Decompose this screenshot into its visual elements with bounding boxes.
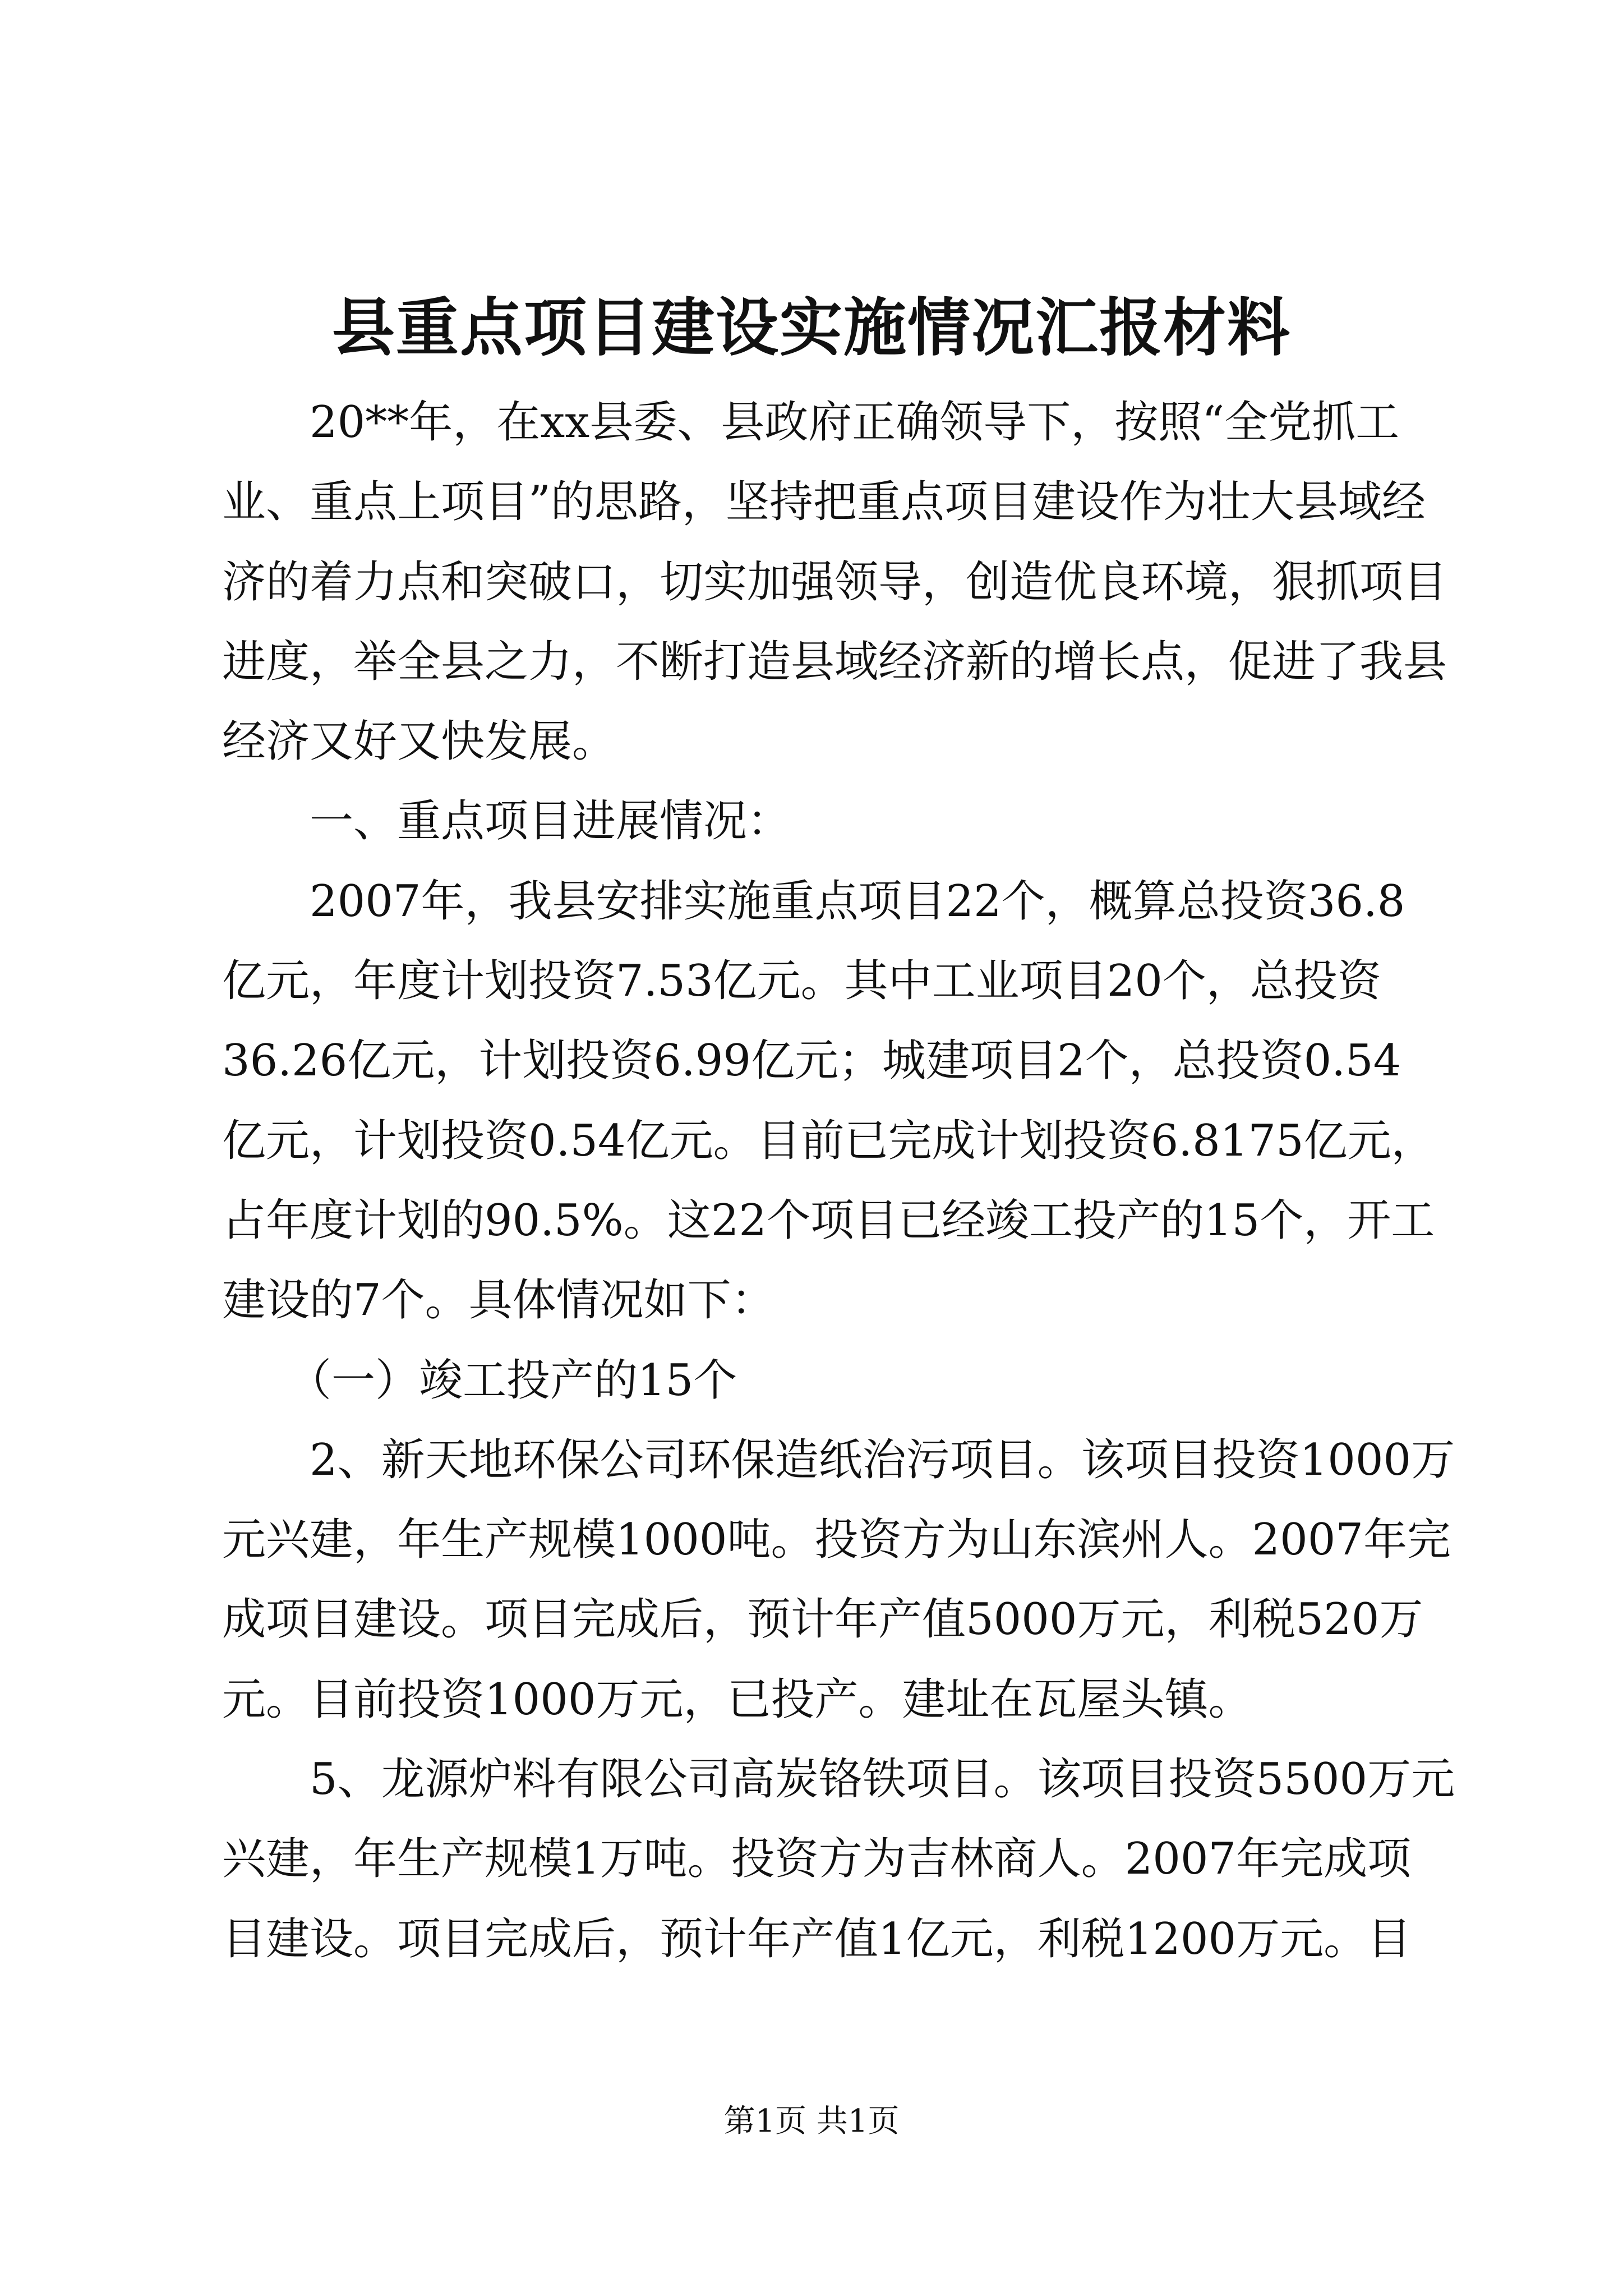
body-line: 占年度计划的90.5%。这22个项目已经竣工投产的15个，开工 <box>222 1195 1435 1246</box>
body-line: 兴建，年生产规模1万吨。投资方为吉林商人。2007年完成项 <box>222 1834 1412 1885</box>
body-line: 亿元，计划投资0.54亿元。目前已完成计划投资6.8175亿元， <box>222 1115 1435 1166</box>
section-heading: 一、重点项目进展情况： <box>222 796 791 847</box>
body-line: 经济又好又快发展。 <box>222 716 616 767</box>
document-body <box>222 383 1455 1979</box>
body-line: 目建设。项目完成后，预计年产值1亿元，利税1200万元。目 <box>222 1913 1412 1964</box>
body-line: 2007年，我县安排实施重点项目22个，概算总投资36.8 <box>222 876 1405 927</box>
body-line: 元。目前投资1000万元，已投产。建址在瓦屋头镇。 <box>222 1674 1252 1725</box>
body-line: 2、新天地环保公司环保造纸治污项目。该项目投资1000万 <box>222 1434 1455 1485</box>
body-line: 成项目建设。项目完成后，预计年产值5000万元，利税520万 <box>222 1594 1423 1645</box>
subsection-heading: （一）竣工投产的15个 <box>222 1355 737 1406</box>
body-line: 业、重点上项目”的思路，坚持把重点项目建设作为壮大县域经 <box>222 477 1426 528</box>
body-line: 进度，举全县之力，不断打造县域经济新的增长点，促进了我县 <box>222 636 1447 687</box>
body-line: 建设的7个。具体情况如下： <box>222 1275 775 1326</box>
body-line: 36.26亿元，计划投资6.99亿元；城建项目2个，总投资0.54 <box>222 1036 1401 1087</box>
body-line: 5、龙源炉料有限公司高炭铬铁项目。该项目投资5500万元 <box>222 1754 1455 1805</box>
page-footer: 第1页 共1页 <box>723 2103 900 2139</box>
document-title: 县重点项目建设实施情况汇报材料 <box>332 291 1291 365</box>
body-line: 亿元，年度计划投资7.53亿元。其中工业项目20个，总投资 <box>222 956 1381 1007</box>
body-line: 济的着力点和突破口，切实加强领导，创造优良环境，狠抓项目 <box>222 556 1447 608</box>
body-line: 元兴建，年生产规模1000吨。投资方为山东滨州人。2007年完 <box>222 1515 1451 1566</box>
body-line: 20**年，在xx县委、县政府正确领导下，按照“全党抓工 <box>222 397 1400 448</box>
